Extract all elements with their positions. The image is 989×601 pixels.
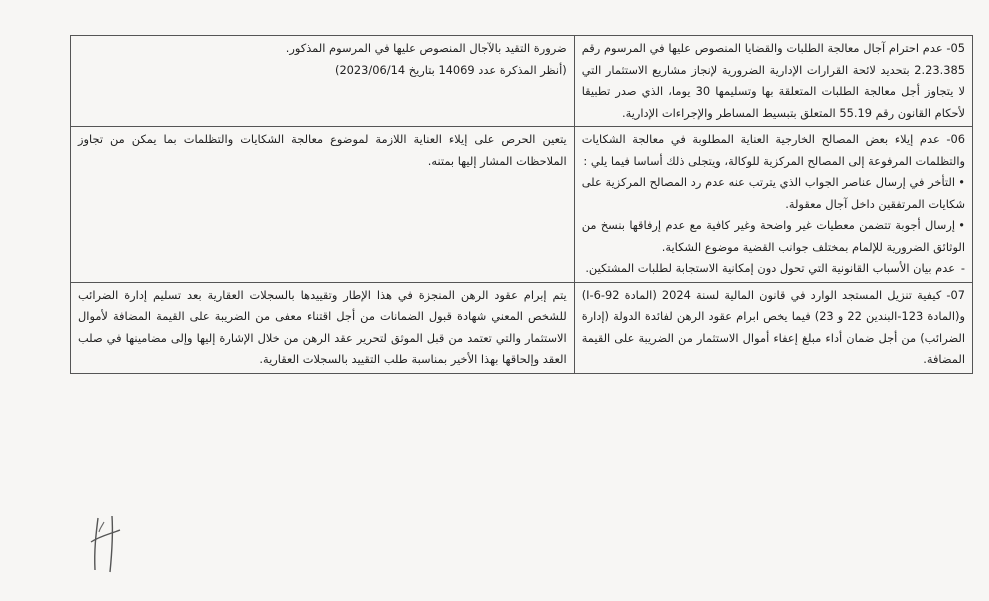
observation-cell bbox=[574, 127, 972, 283]
recommendation-note: (أنظر المذكرة عدد 14069 بتاريخ 2023/06/14) bbox=[334, 62, 567, 77]
handwritten-signature bbox=[82, 512, 134, 576]
recommendation-cell bbox=[71, 127, 575, 283]
list-item bbox=[582, 215, 965, 258]
observation-bullets bbox=[582, 172, 965, 280]
observation-text: كيفية تنزيل المستجد الوارد في قانون المالية لسنة 2024 (المادة 92-I-6) و(المادة 123-البندين 22 و 23) فيما يخص ابرام عقود الرهن لفائدة الدولة (إدارة الضرائب) من أجل ضمان أداء مبلغ إعفاء أموال الاستثمار من الضريبة على القيمة المضافة. bbox=[581, 287, 966, 366]
observation-text: عدم احترام آجال معالجة الطلبات والقضايا المنصوص عليها في المرسوم رقم 2.23.385 بتحديد لائحة القرارات الإدارية الضرورية لإنجاز مشاريع الاستثمار التي لا يتجاوز أجل معالجة الطلبات المتعلقة بها وتسليمها 30 يوما، الذي صدر تطبيقا لأحكام القانون رقم 55.19 المتعلق بتبسيط المساطر والإجراءات الإدارية. bbox=[581, 41, 965, 120]
row-number: 06- bbox=[946, 132, 965, 146]
observations-table bbox=[70, 35, 973, 374]
bullet-mark: • bbox=[958, 218, 965, 232]
observation-cell bbox=[574, 36, 972, 127]
row-number: 07- bbox=[946, 287, 966, 302]
table-row bbox=[71, 36, 973, 127]
table-row bbox=[71, 127, 973, 283]
row-number: 05- bbox=[946, 41, 965, 55]
recommendation-cell bbox=[71, 36, 575, 127]
recommendation-text: ضرورة التقيد بالآجال المنصوص عليها في المرسوم المذكور. bbox=[285, 41, 567, 55]
bullet-text: إرسال أجوبة تتضمن معطيات غير واضحة وغير كافية مع عدم إرفاقها بنسخ من الوثائق الضرورية للإلمام بمختلف جوانب القضية موضوع الشكاية. bbox=[581, 218, 965, 254]
bullet-mark: - bbox=[960, 261, 965, 275]
bullet-mark: • bbox=[958, 175, 965, 189]
recommendation-text: يتعين الحرص على إيلاء العناية اللازمة لموضوع معالجة الشكايات والتظلمات بما يمكن من تجاوز الملاحظات المشار إليها بمتنه. bbox=[78, 132, 567, 168]
bullet-text: التأخر في إرسال عناصر الجواب الذي يترتب عنه عدم رد المصالح المركزية على شكايات المرتفقين داخل آجال معقولة. bbox=[581, 175, 965, 211]
observation-cell bbox=[574, 282, 972, 373]
recommendation-text: يتم إبرام عقود الرهن المنجزة في هذا الإطار وتقييدها بالسجلات العقارية بعد تسليم إدارة الضرائب للشخص المعني شهادة قبول الضمانات من أجل اقتناء معفى من الضريبة على القيمة المضافة لأموال الاستثمار والتي تعتمد من قبل الموثق لتحرير عقد الرهن من خلال الإشارة إليها وإلى مضامينها في صلب العقد وإلحاقها بهذا الأخير بمناسبة طلب التقييد بالسجلات العقارية. bbox=[78, 287, 567, 366]
recommendation-cell bbox=[71, 282, 575, 373]
table-row bbox=[71, 282, 973, 373]
list-item bbox=[582, 172, 965, 215]
observation-intro: عدم إيلاء بعض المصالح الخارجية العناية المطلوبة في معالجة الشكايات والتظلمات المرفوعة إلى المصالح المركزية للوكالة، ويتجلى ذلك أساسا فيما يلي : bbox=[581, 132, 965, 168]
bullet-text: عدم بيان الأسباب القانونية التي تحول دون إمكانية الاستجابة لطلبات المشتكين. bbox=[585, 261, 955, 275]
list-item bbox=[582, 258, 965, 280]
